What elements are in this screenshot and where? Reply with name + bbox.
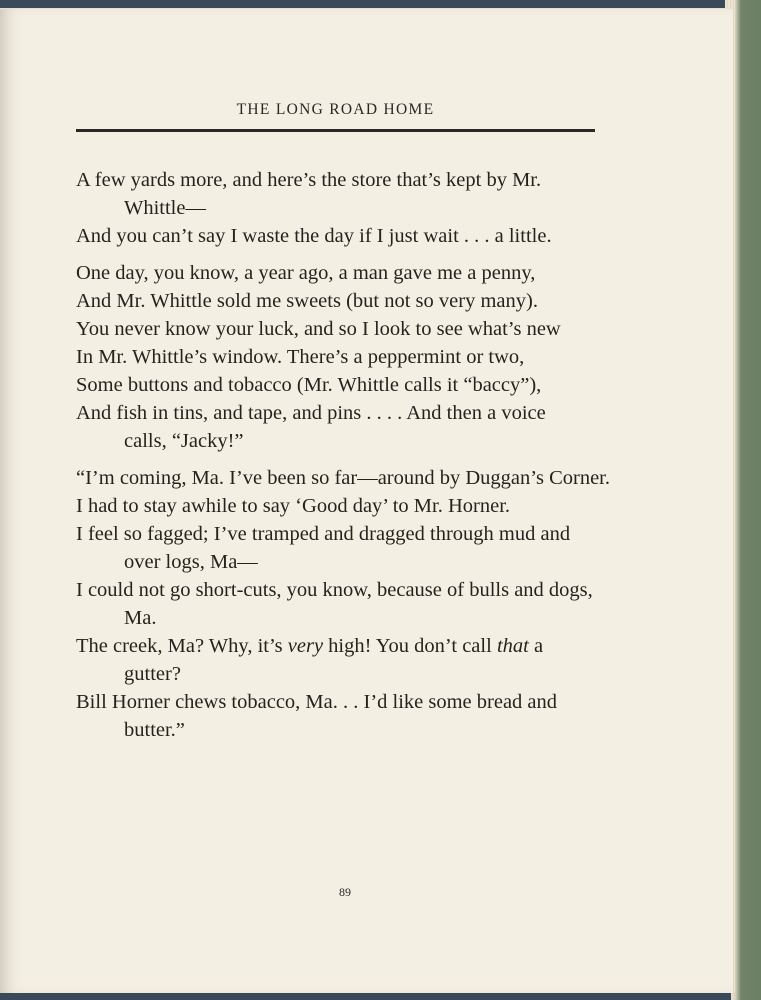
poem-text: high! You don’t call: [323, 635, 497, 657]
poem-line: “I’m coming, Ma. I’ve been so far—around by Duggan’s Corner.: [76, 467, 610, 489]
book-page: [0, 8, 733, 993]
book-cover-edge: [731, 0, 761, 1000]
poem-emphasis: very: [287, 635, 324, 657]
stanza-2: [76, 259, 636, 455]
poem-line: I had to stay awhile to say ‘Good day’ to Mr. Horner.: [76, 495, 511, 517]
poem-body: [76, 166, 636, 753]
poem-emphasis: that: [496, 635, 529, 657]
poem-line: [76, 632, 636, 660]
poem-line-continuation: gutter?: [124, 663, 181, 685]
poem-line: I could not go short-cuts, you know, because of bulls and dogs,: [76, 579, 593, 601]
poem-line: Bill Horner chews tobacco, Ma. . . I’d like some bread and: [76, 691, 558, 713]
poem-line: In Mr. Whittle’s window. There’s a peppermint or two,: [76, 346, 525, 368]
poem-line-continuation: calls, “Jacky!”: [124, 430, 244, 452]
poem-line: One day, you know, a year ago, a man gave me a penny,: [76, 262, 536, 284]
header-rule: [76, 129, 595, 132]
stanza-1: [76, 166, 636, 250]
running-head: THE LONG ROAD HOME: [236, 101, 435, 118]
poem-line-continuation: Whittle—: [124, 197, 206, 219]
poem-text: The creek, Ma? Why, it’s: [76, 635, 288, 657]
poem-line-continuation: over logs, Ma—: [124, 551, 258, 573]
poem-line: And you can’t say I waste the day if I just wait . . . a little.: [76, 225, 552, 247]
poem-line-continuation: butter.”: [124, 719, 185, 741]
page-number: 89: [339, 885, 351, 899]
poem-line: A few yards more, and here’s the store that’s kept by Mr.: [76, 169, 542, 191]
poem-line-continuation: Ma.: [124, 607, 157, 629]
stanza-3: [76, 464, 636, 744]
poem-line: I feel so fagged; I’ve tramped and dragged through mud and: [76, 523, 571, 545]
poem-text: a: [528, 635, 544, 657]
poem-line: And Mr. Whittle sold me sweets (but not so very many).: [76, 290, 538, 312]
poem-line: And fish in tins, and tape, and pins . . . . And then a voice: [76, 402, 546, 424]
poem-line: Some buttons and tobacco (Mr. Whittle calls it “baccy”),: [76, 374, 542, 396]
poem-line: You never know your luck, and so I look to see what’s new: [76, 318, 561, 340]
